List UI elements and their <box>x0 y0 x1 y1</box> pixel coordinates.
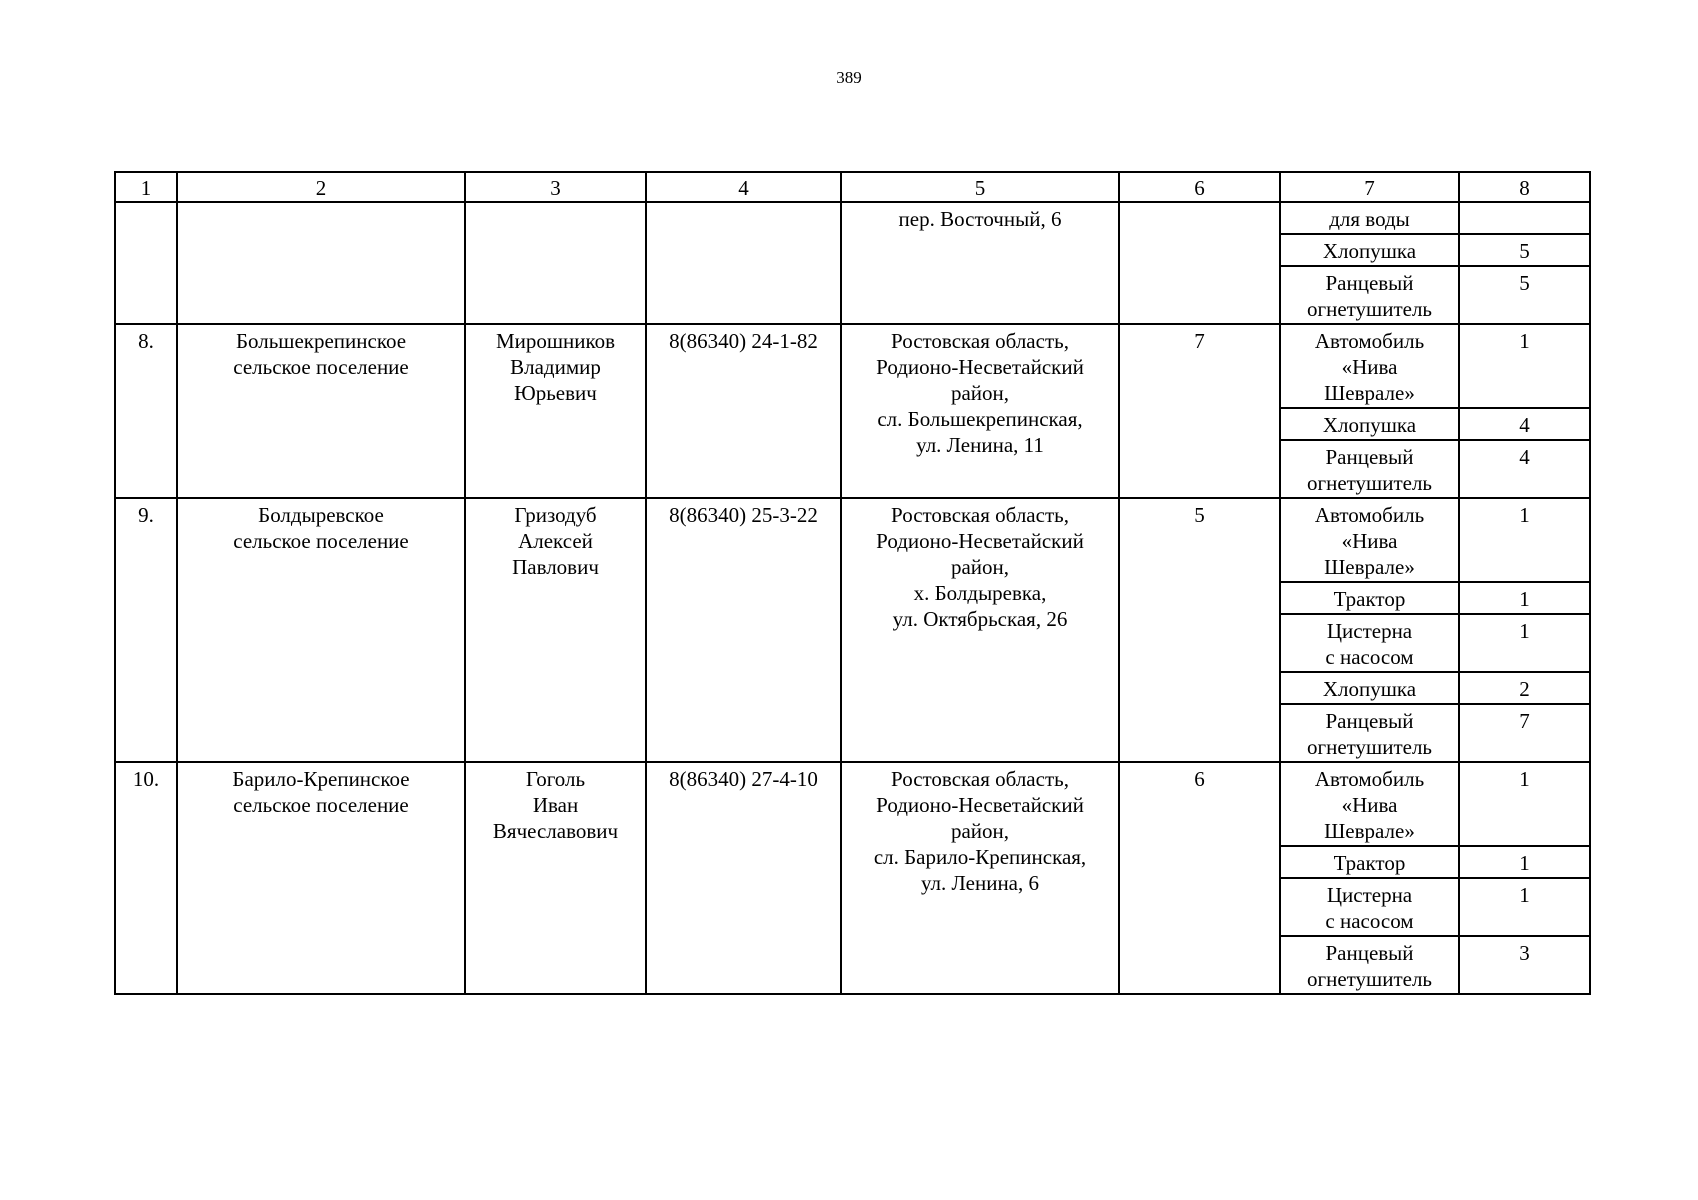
item-qty: 1 <box>1459 762 1590 846</box>
address-cell-line: сл. Барило-Крепинская, <box>873 845 1087 869</box>
head-name-cell-line: Иван <box>532 793 579 817</box>
row-number-cell: 10. <box>115 762 177 994</box>
item-name-line: для воды <box>1329 207 1410 231</box>
table-body <box>115 172 1590 994</box>
header-cell: 6 <box>1119 172 1280 202</box>
item-name-line: Трактор <box>1333 587 1406 611</box>
table-row <box>115 324 1590 408</box>
address-cell <box>841 202 1119 324</box>
item-qty: 1 <box>1459 324 1590 408</box>
item-name <box>1280 498 1459 582</box>
address-cell-line: район, <box>950 381 1010 405</box>
item-name <box>1280 582 1459 614</box>
head-name-cell-line: Мирошников <box>495 329 616 353</box>
head-name-cell-line: Алексей <box>518 529 593 553</box>
address-cell <box>841 324 1119 498</box>
address-cell-line: сл. Большекрепинская, <box>877 407 1083 431</box>
item-qty: 1 <box>1459 878 1590 936</box>
item-name <box>1280 762 1459 846</box>
item-name <box>1280 704 1459 762</box>
item-qty: 1 <box>1459 582 1590 614</box>
item-qty: 5 <box>1459 234 1590 266</box>
item-name-line: Ранцевый <box>1325 271 1414 295</box>
address-cell-line: Родионо-Несветайский <box>876 355 1084 379</box>
address-cell-line: район, <box>950 819 1010 843</box>
item-name <box>1280 672 1459 704</box>
settlement-cell-line: сельское поселение <box>233 793 409 817</box>
address-cell-line: Ростовская область, <box>891 503 1069 527</box>
settlement-cell <box>177 762 465 994</box>
address-cell-line: ул. Октябрьская, 26 <box>892 607 1068 631</box>
header-cell: 7 <box>1280 172 1459 202</box>
address-cell <box>841 498 1119 762</box>
item-name-line: Шевралe» <box>1324 381 1415 405</box>
head-name-cell <box>465 498 646 762</box>
item-name-line: Автомобиль <box>1314 503 1425 527</box>
header-cell: 3 <box>465 172 646 202</box>
table-row <box>115 498 1590 582</box>
item-name <box>1280 408 1459 440</box>
item-name <box>1280 440 1459 498</box>
head-name-cell-line: Владимир <box>510 355 601 379</box>
item-name-line: огнетушитель <box>1306 735 1433 759</box>
item-name <box>1280 266 1459 324</box>
item-name-line: Хлопушка <box>1322 413 1417 437</box>
head-name-cell-line: Павлович <box>512 555 599 579</box>
phone-cell: 8(86340) 25-3-22 <box>646 498 841 762</box>
address-cell-line: Родионо-Несветайский <box>876 793 1084 817</box>
head-name-cell <box>465 762 646 994</box>
settlement-cell <box>177 498 465 762</box>
row-number-cell: 8. <box>115 324 177 498</box>
item-name <box>1280 614 1459 672</box>
address-cell-line: район, <box>950 555 1010 579</box>
item-qty: 3 <box>1459 936 1590 994</box>
item-name-line: Хлопушка <box>1322 677 1417 701</box>
item-name-line: Ранцевый <box>1325 709 1414 733</box>
item-name-line: с насосом <box>1325 909 1414 933</box>
equipment-table <box>114 171 1591 995</box>
head-name-cell <box>465 202 646 324</box>
settlement-cell-line: сельское поселение <box>233 529 409 553</box>
item-name-line: Автомобиль <box>1314 329 1425 353</box>
count-cell: 7 <box>1119 324 1280 498</box>
phone-cell: 8(86340) 24-1-82 <box>646 324 841 498</box>
item-qty: 1 <box>1459 846 1590 878</box>
page-number: 389 <box>836 68 862 87</box>
settlement-cell <box>177 324 465 498</box>
head-name-cell-line: Гоголь <box>525 767 586 791</box>
header-row <box>115 172 1590 202</box>
item-name-line: огнетушитель <box>1306 297 1433 321</box>
item-name <box>1280 878 1459 936</box>
item-name <box>1280 936 1459 994</box>
table-row <box>115 762 1590 846</box>
head-name-cell-line: Юрьевич <box>514 381 597 405</box>
row-number-cell <box>115 202 177 324</box>
item-qty: 7 <box>1459 704 1590 762</box>
address-cell <box>841 762 1119 994</box>
item-name-line: Ранцевый <box>1325 941 1414 965</box>
item-name-line: Ранцевый <box>1325 445 1414 469</box>
count-cell: 5 <box>1119 498 1280 762</box>
item-name-line: Шевралe» <box>1324 819 1415 843</box>
head-name-cell-line: Гризодуб <box>514 503 597 527</box>
item-name-line: Цистерна <box>1326 619 1413 643</box>
address-cell-line: Ростовская область, <box>891 767 1069 791</box>
item-name-line: Хлопушка <box>1322 239 1417 263</box>
table-row <box>115 202 1590 234</box>
header-cell: 5 <box>841 172 1119 202</box>
item-name-line: «Нива <box>1341 529 1398 553</box>
settlement-cell-line: Большекрепинское <box>235 329 407 353</box>
item-name-line: Трактор <box>1333 851 1406 875</box>
item-name <box>1280 202 1459 234</box>
settlement-cell <box>177 202 465 324</box>
item-name <box>1280 234 1459 266</box>
count-cell <box>1119 202 1280 324</box>
head-name-cell <box>465 324 646 498</box>
item-qty: 2 <box>1459 672 1590 704</box>
header-cell: 1 <box>115 172 177 202</box>
address-cell-line: х. Болдыревка, <box>913 581 1047 605</box>
phone-cell <box>646 202 841 324</box>
address-cell-line: Родионо-Несветайский <box>876 529 1084 553</box>
header-cell: 8 <box>1459 172 1590 202</box>
item-name <box>1280 324 1459 408</box>
address-cell-line: ул. Ленина, 6 <box>920 871 1039 895</box>
item-name-line: с насосом <box>1325 645 1414 669</box>
item-qty: 4 <box>1459 440 1590 498</box>
address-cell-line: пер. Восточный, 6 <box>898 207 1062 231</box>
header-cell: 4 <box>646 172 841 202</box>
row-number-cell: 9. <box>115 498 177 762</box>
head-name-cell-line: Вячеславович <box>492 819 619 843</box>
settlement-cell-line: Барило-Крепинское <box>232 767 410 791</box>
item-name-line: огнетушитель <box>1306 471 1433 495</box>
item-name-line: Автомобиль <box>1314 767 1425 791</box>
address-cell-line: ул. Ленина, 11 <box>916 433 1044 457</box>
settlement-cell-line: сельское поселение <box>233 355 409 379</box>
item-name <box>1280 846 1459 878</box>
item-name-line: огнетушитель <box>1306 967 1433 991</box>
item-name-line: «Нива <box>1341 355 1398 379</box>
address-cell-line: Ростовская область, <box>891 329 1069 353</box>
settlement-cell-line: Болдыревское <box>258 503 384 527</box>
item-qty <box>1459 202 1590 234</box>
item-name-line: Шевралe» <box>1324 555 1415 579</box>
header-cell: 2 <box>177 172 465 202</box>
phone-cell: 8(86340) 27-4-10 <box>646 762 841 994</box>
item-name-line: Цистерна <box>1326 883 1413 907</box>
item-qty: 1 <box>1459 614 1590 672</box>
item-name-line: «Нива <box>1341 793 1398 817</box>
count-cell: 6 <box>1119 762 1280 994</box>
item-qty: 1 <box>1459 498 1590 582</box>
item-qty: 5 <box>1459 266 1590 324</box>
item-qty: 4 <box>1459 408 1590 440</box>
